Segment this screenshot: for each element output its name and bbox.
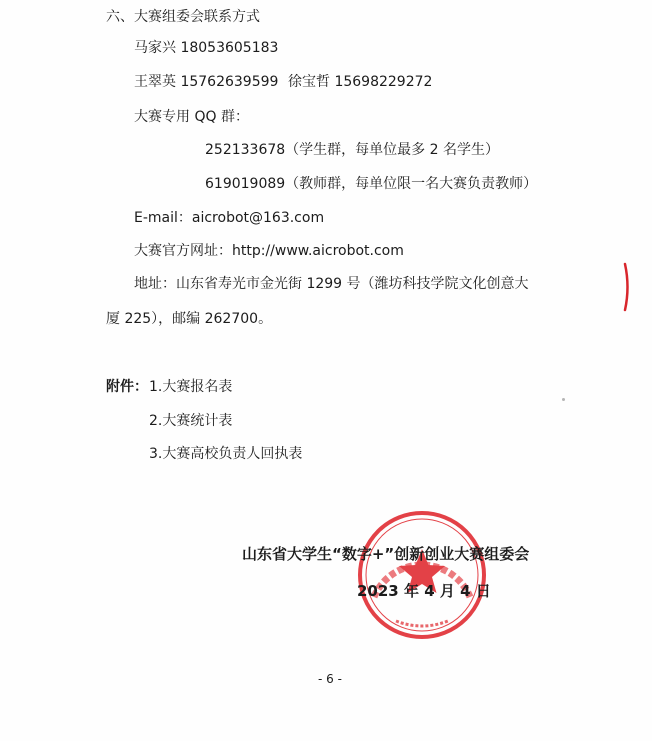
attachment-item-2: 2.大赛统计表 (149, 413, 233, 429)
contact-line-1: 马家兴 18053605183 (134, 40, 279, 56)
attachment-item-3: 3.大赛高校负责人回执表 (149, 446, 303, 462)
official-seal-stamp (352, 505, 492, 645)
email-line: E-mail：aicrobot@163.com (134, 210, 325, 226)
contact-line-2b: 徐宝哲 15698229272 (288, 74, 433, 90)
qq-group-label: 大赛专用 QQ 群： (134, 109, 249, 125)
section-heading: 六、大赛组委会联系方式 (106, 9, 260, 25)
signature-date: 2023 年 4 月 4 日 (357, 582, 491, 600)
address-line-1: 地址：山东省寿光市金光街 1299 号（潍坊科技学院文化创意大 (134, 276, 529, 292)
qq-teacher-group: 619019089（教师群，每单位限一名大赛负责教师） (205, 176, 538, 192)
page-number: - 6 - (318, 672, 342, 686)
qq-student-group: 252133678（学生群，每单位最多 2 名学生） (205, 142, 499, 158)
contact-line-2a: 王翠英 15762639599 (134, 74, 279, 90)
website-line: 大赛官方网址：http://www.aicrobot.com (134, 243, 404, 259)
attachments-label: 附件： (106, 379, 148, 395)
red-margin-mark (622, 262, 632, 312)
address-line-2: 厦 225），邮编 262700。 (106, 311, 273, 327)
attachment-item-1: 1.大赛报名表 (149, 379, 233, 395)
scan-speck (562, 398, 565, 401)
organizer-signature: 山东省大学生“数字+”创新创业大赛组委会 (242, 545, 530, 563)
